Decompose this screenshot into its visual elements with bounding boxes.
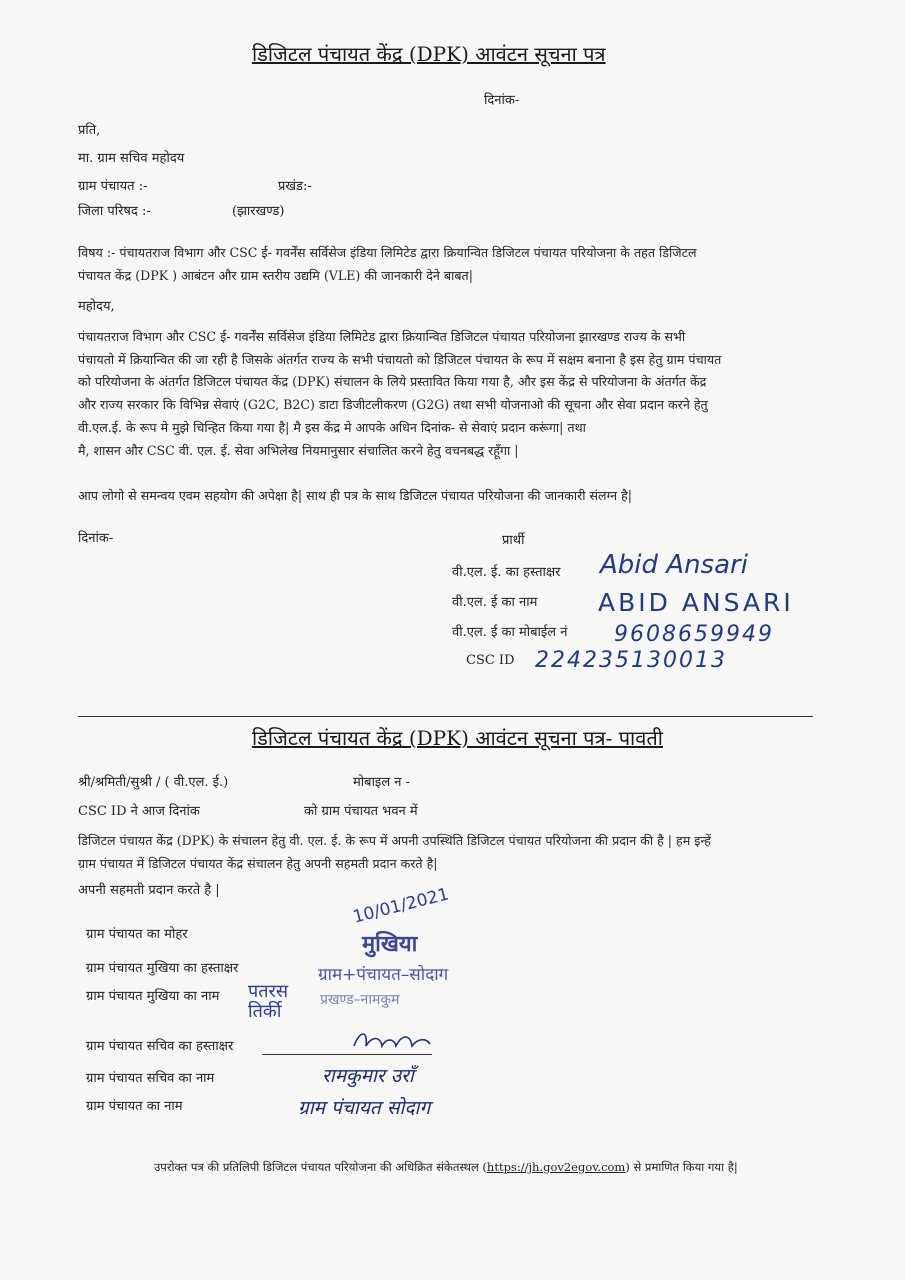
- vle-mobile: 9608659949: [614, 622, 774, 647]
- gram-panchayat-label: ग्राम पंचायत :-: [78, 179, 148, 194]
- top-date-label: दिनांक-: [484, 93, 520, 108]
- body-line: को परियोजना के अंतर्गत डिजिटल पंचायत केंद्र (DPK) संचालन के लिये प्रस्तावित किया गया है, और इस केंद्र से परियोजना के अंतर्गत केंद्र: [78, 374, 707, 390]
- to-label: प्रति,: [78, 123, 101, 138]
- bottom-date-label: दिनांक-: [78, 531, 114, 546]
- mukhiya-name: पतरस तिर्की: [248, 981, 289, 1022]
- bhawan-text: को ग्राम पंचायत भवन में: [304, 804, 418, 819]
- stamp-title: मुखिया: [362, 932, 418, 957]
- applicant-label: प्रार्थी: [502, 533, 525, 548]
- stamp-line1: ग्राम+पंचायत–सोदाग: [318, 965, 449, 985]
- vle-signature-label: वी.एल. ई. का हस्ताक्षर: [452, 565, 561, 580]
- sachiv-name: रामकुमार उराँ: [322, 1065, 414, 1087]
- body-line: वी.एल.ई. के रूप मे मुझे चिन्हित किया गया है| मै इस केंद्र मे आपके अधिन दिनांक- से सेवाएं प्रदान करूंगा| तथा: [78, 419, 586, 435]
- footer-link[interactable]: https://jh.gov2egov.com: [486, 1160, 626, 1174]
- signature-line: [262, 1054, 432, 1055]
- body-line: पंचायतराज विभाग और CSC ई- गवर्नेंस सर्विसेज इंडिया लिमिटेड द्वारा क्रियान्वित डिजिटल पंचायत परियोजना झारखण्ड राज्य के सभी: [78, 329, 686, 344]
- csc-id-value: 224235130013: [535, 648, 727, 673]
- letter-title: डिजिटल पंचायत केंद्र (DPK) आवंटन सूचना पत्र: [252, 42, 606, 66]
- receipt-title: डिजिटल पंचायत केंद्र (DPK) आवंटन सूचना पत्र- पावती: [252, 726, 663, 750]
- sachiv-sign-label: ग्राम पंचायत सचिव का हस्ताक्षर: [86, 1039, 234, 1054]
- stamp-date: 10/01/2021: [351, 884, 451, 928]
- subject: [78, 242, 813, 287]
- footer-pre: उपरोक्त पत्र की प्रतिलिपी डिजिटल पंचायत परियोजना की अधिक्रित संकेतस्थल (: [154, 1160, 487, 1174]
- sachiv-signature-icon: [350, 1028, 434, 1054]
- sachiv-name-label: ग्राम पंचायत सचिव का नाम: [86, 1071, 215, 1086]
- subject-line: विषय :- पंचायतराज विभाग और CSC ई- गवर्नेंस सर्विसेज इंडिया लिमिटेड द्वारा क्रियान्वित डिजिटल पंचायत परियोजना के तहत डिजिटल: [78, 245, 697, 260]
- gp-name: ग्राम पंचायत सोदाग: [298, 1097, 431, 1119]
- state-label: (झारखण्ड): [232, 204, 285, 219]
- mobile-label: मोबाइल न -: [353, 775, 411, 790]
- recipient: मा. ग्राम सचिव महोदय: [78, 151, 185, 166]
- body-line: मै, शासन और CSC वी. एल. ई. सेवा अभिलेख नियमानुसार संचालित करने हेतु वचनबद्ध रहूँगा |: [78, 442, 519, 458]
- stamp-line2: प्रखण्ड–नामकुम: [320, 992, 400, 1008]
- district-label: जिला परिषद :-: [78, 204, 151, 219]
- cooperation-text: आप लोगो से समन्वय एवम सहयोग की अपेक्षा है| साथ ही पत्र के साथ डिजिटल पंचायत परियोजना की जानकारी संलग्न है|: [78, 488, 633, 503]
- subject-line: पंचायत केंद्र (DPK ) आबंटन और ग्राम स्तरीय उद्यमि (VLE) की जानकारी देने बाबत|: [78, 267, 473, 283]
- csc-id-text: CSC ID ने आज दिनांक: [78, 804, 200, 819]
- vle-mobile-label: वी.एल. ई का मोबाईल नं: [452, 625, 568, 640]
- vle-name-label: वी.एल. ई का नाम: [452, 595, 538, 610]
- letter-body: [78, 326, 813, 462]
- mukhiya-name-label: ग्राम पंचायत मुखिया का नाम: [86, 989, 220, 1004]
- section-divider: [78, 716, 813, 717]
- receipt-line: डिजिटल पंचायत केंद्र (DPK) के संचालन हेतु वी. एल. ई. के रूप में अपनी उपस्थिति डिजिटल पंचायत परियोजना की प्रदान की है | हम इन्हें: [78, 833, 711, 848]
- consent-text: अपनी सहमती प्रदान करते है |: [78, 883, 220, 898]
- salutation: महोदय,: [78, 299, 115, 314]
- body-line: पंचायतो में क्रियान्वित की जा रही है जिसके अंतर्गत राज्य के सभी पंचायतो को डिजिटल पंचायत के रूप में सक्षम बनाना है इस हेतु ग्राम पंचायत: [78, 351, 722, 367]
- vle-name: ABID ANSARI: [598, 588, 794, 617]
- csc-id-label: CSC ID: [466, 653, 515, 668]
- vle-signature: Abid Ansari: [600, 550, 748, 580]
- person-label: श्री/श्रमिती/सुश्री / ( वी.एल. ई.): [78, 775, 229, 790]
- mukhiya-sign-label: ग्राम पंचायत मुखिया का हस्ताक्षर: [86, 961, 239, 976]
- body-line: और राज्य सरकार कि विभिन्न सेवाएं (G2C, B2C) डाटा डिजीटलीकरण (G2G) तथा सभी योजनाओ की सूचना और सेवा प्रदान करने हेतु: [78, 397, 708, 413]
- seal-label: ग्राम पंचायत का मोहर: [86, 927, 188, 942]
- receipt-line: ग्राम पंचायत में डिजिटल पंचायत केंद्र संचालन हेतु अपनी सहमती प्रदान करते है|: [78, 855, 438, 871]
- footer-post: ) से प्रमाणित किया गया है|: [625, 1160, 738, 1174]
- block-label: प्रखंड:-: [278, 179, 312, 194]
- gp-name-label: ग्राम पंचायत का नाम: [86, 1099, 183, 1114]
- receipt-paragraph: [78, 830, 813, 875]
- footer: [154, 1160, 738, 1175]
